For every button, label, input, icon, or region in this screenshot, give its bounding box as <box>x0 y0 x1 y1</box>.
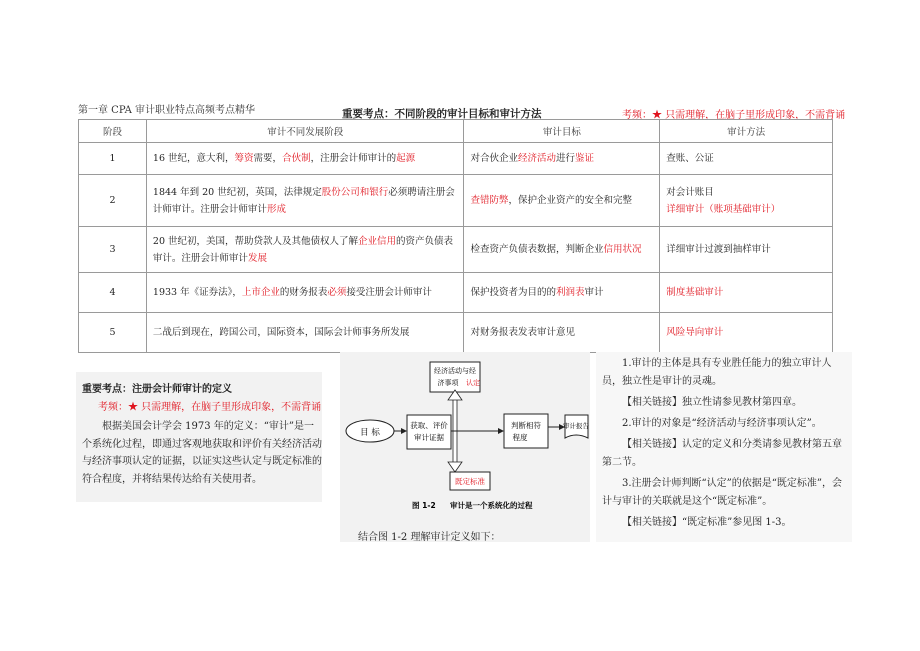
phase-segment: 筹资 <box>234 153 254 164</box>
phase-segment: 20 世纪初，美国，帮助贷款人及其他债权人了解 <box>152 235 359 247</box>
goal-label: 目 标 <box>360 428 380 438</box>
phase-segment: 合伙制 <box>282 153 311 164</box>
report-label: 审计报告 <box>563 422 589 430</box>
judge-box <box>504 414 548 448</box>
assertion-label-1: 经济活动与经 <box>434 367 476 375</box>
phase-segment: 需要， <box>253 153 283 164</box>
judge-label-1: 判断相符 <box>511 421 541 430</box>
obtain-label-2: 审计证据 <box>414 433 444 442</box>
cell-method <box>660 313 833 353</box>
goal-segment: 利润表 <box>555 287 585 298</box>
note-line: 1.审计的主体是具有专业胜任能力的独立审计人员，独立性是审计的灵魂。 <box>602 358 832 387</box>
table-row <box>79 175 833 227</box>
audit-process-diagram <box>340 352 590 522</box>
definition-paragraph: 根据美国会计学会 1973 年的定义：“审计”是一个系统化过程，即通过客观地获取和评价有关经济活动与经济事项认定的证据，以证实这些认定与既定标准的符合程度，并将结果传达给有关使用者。 <box>82 421 322 485</box>
judge-label-2: 程度 <box>512 433 528 442</box>
goal-segment: 检查资产负债表数据，判断企业 <box>470 244 604 255</box>
phase-segment: 形成 <box>266 203 286 215</box>
phase-segment: 发展 <box>247 252 267 264</box>
goal-segment: 鉴证 <box>575 153 595 164</box>
phase-segment: 必须聘请注册会计师审计。注册会计师审计 <box>152 186 455 215</box>
standard-label: 既定标准 <box>455 477 485 486</box>
method-segment: 对会计账目 <box>666 186 714 198</box>
assertion-label-2: 济事项 <box>437 379 459 387</box>
cell-stage: 1 <box>79 143 147 175</box>
cell-stage: 3 <box>79 227 147 273</box>
cell-stage: 5 <box>79 313 147 353</box>
goal-segment: 查错防弊 <box>470 195 509 206</box>
goal-segment: 对财务报表发表审计意见 <box>470 327 575 338</box>
obtain-label-1: 获取、评价 <box>410 421 448 430</box>
cell-goal <box>464 175 660 227</box>
phase-segment: 16 世纪，意大利， <box>152 153 235 164</box>
cell-method <box>660 143 833 175</box>
cell-method <box>660 273 833 313</box>
phase-segment: 上市企业 <box>241 287 280 298</box>
method-segment: 详细审计过渡到抽样审计 <box>666 244 771 255</box>
cell-phase <box>146 313 464 353</box>
cell-phase <box>146 143 464 175</box>
phase-segment: 必须 <box>327 287 347 298</box>
figure-caption: 结合图 1-2 理解审计定义如下： <box>358 532 501 543</box>
phase-segment: ，注册会计师审计的 <box>310 153 397 164</box>
header-method: 审计方法 <box>660 120 833 143</box>
note-line: 【相关链接】“既定标准”参见图 1-3。 <box>622 517 792 528</box>
phase-segment: 接受注册会计师审计 <box>346 287 432 298</box>
double-arrow-down <box>448 462 462 472</box>
cell-method <box>660 175 833 227</box>
cell-goal <box>464 273 660 313</box>
header-stage: 阶段 <box>79 120 147 143</box>
goal-segment: 经济活动 <box>517 153 556 164</box>
frequency-note: 考频：★ 只需理解，在脑子里形成印象，不需背诵 <box>622 110 846 121</box>
header-goal: 审计目标 <box>464 120 660 143</box>
cell-method <box>660 227 833 273</box>
phase-segment: 起源 <box>396 153 416 164</box>
section-title-stages: 重要考点：不同阶段的审计目标和审计方法 <box>342 108 542 120</box>
frequency-note-2: 考频：★ 只需理解，在脑子里形成印象，不需背诵 <box>98 402 322 413</box>
goal-segment: 保护投资者为目的的 <box>470 287 556 298</box>
phase-segment: 1933 年《证券法》， <box>152 287 242 298</box>
phase-segment: 1844 年到 20 世纪初，英国，法律规定 <box>152 186 322 198</box>
note-line: 【相关链接】独立性请参见教材第四章。 <box>622 397 802 408</box>
note-line: 3.注册会计师判断“认定”的依据是“既定标准”，会计与审计的关联就是这个“既定标准”。 <box>602 478 842 507</box>
phase-segment: 二战后到现在，跨国公司，国际资本，国际会计师事务所发展 <box>152 327 410 338</box>
method-segment: 详细审计（账项基础审计） <box>666 203 781 215</box>
document-header: 第一章 CPA 审计职业特点高频考点精华 <box>78 105 256 116</box>
cell-phase <box>146 175 464 227</box>
method-segment: 制度基础审计 <box>666 287 724 298</box>
table-row <box>79 313 833 353</box>
figure-title: 审计是一个系统化的过程 <box>450 501 533 510</box>
note-line: 2.审计的对象是“经济活动与经济事项认定”。 <box>622 418 822 429</box>
method-segment: 风险导向审计 <box>666 327 724 338</box>
phase-segment: 股份公司和银行 <box>321 186 389 198</box>
audit-stages-table <box>78 119 833 353</box>
section-title-definition: 重要考点：注册会计师审计的定义 <box>82 384 232 395</box>
phase-segment: 的资产负债表审计。注册会计师审计 <box>152 235 454 264</box>
cell-goal <box>464 227 660 273</box>
table-header-row <box>79 120 833 143</box>
goal-segment: 对合伙企业 <box>470 153 518 164</box>
goal-segment: ，保护企业资产的安全和完整 <box>508 195 632 206</box>
cell-phase <box>146 273 464 313</box>
table-row <box>79 227 833 273</box>
cell-stage: 4 <box>79 273 147 313</box>
header-phase: 审计不同发展阶段 <box>146 120 464 143</box>
figure-number: 图 1-2 <box>412 501 436 510</box>
table-row <box>79 273 833 313</box>
goal-segment: 进行 <box>556 153 576 164</box>
cell-goal <box>464 143 660 175</box>
goal-segment: 审计 <box>584 287 604 298</box>
cell-goal <box>464 313 660 353</box>
note-line: 【相关链接】认定的定义和分类请参见教材第五章第二节。 <box>602 439 842 468</box>
phase-segment: 企业信用 <box>358 235 397 247</box>
goal-segment: 信用状况 <box>603 244 642 255</box>
cell-stage: 2 <box>79 175 147 227</box>
right-notes <box>602 355 850 535</box>
phase-segment: 的财务报表 <box>279 287 328 298</box>
cell-phase <box>146 227 464 273</box>
method-segment: 查账、公证 <box>666 153 714 164</box>
table-row <box>79 143 833 175</box>
assertion-label-3: 认定 <box>466 379 480 387</box>
